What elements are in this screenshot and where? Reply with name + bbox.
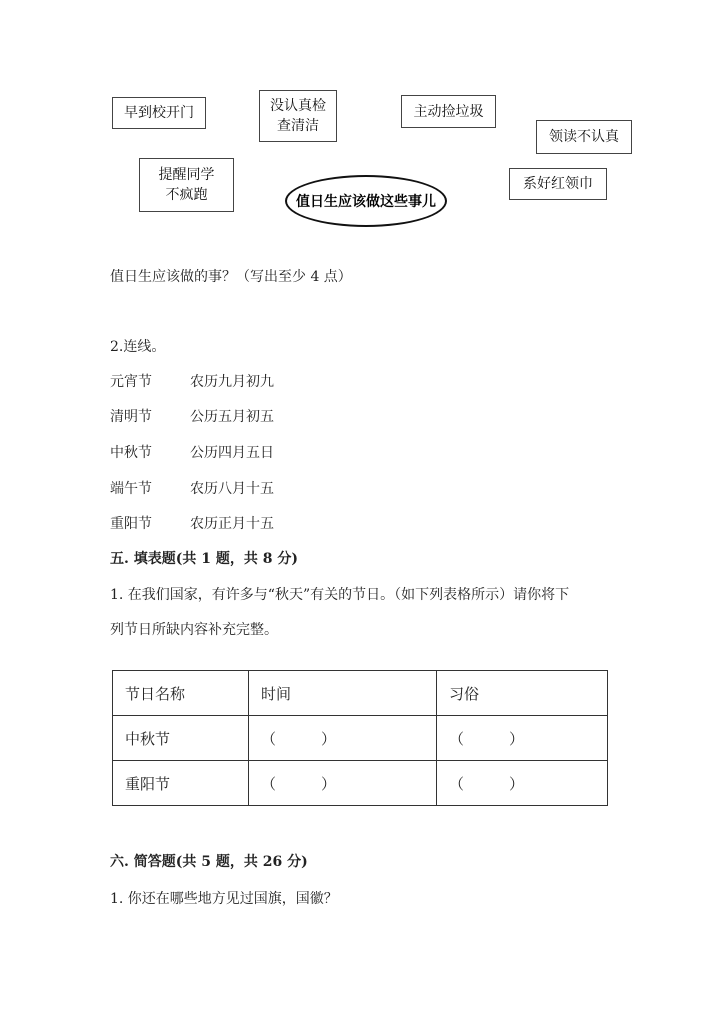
table-header: 节日名称 [113, 671, 249, 716]
section5-q1-line1: 1. 在我们国家，有许多与“秋天”有关的节日。（如下列表格所示）请你将下 [110, 587, 570, 603]
table-cell-blank[interactable]: （ ） [437, 716, 608, 761]
match-left-item: 清明节 [110, 409, 152, 425]
box-remind-line1: 提醒同学 [158, 167, 215, 183]
table-header: 习俗 [437, 671, 608, 716]
match-right-item: 农历正月十五 [190, 516, 274, 532]
box-check-line1: 没认真检 [270, 98, 326, 114]
section5-heading: 五. 填表题(共 1 题，共 8 分) [110, 551, 298, 567]
box-reading: 领读不认真 [536, 120, 632, 154]
table-cell: 中秋节 [113, 716, 249, 761]
table-header-row [113, 671, 608, 716]
box-pickup: 主动捡垃圾 [401, 95, 496, 128]
match-right-item: 公历四月五日 [190, 445, 274, 461]
table-cell: 重阳节 [113, 761, 249, 806]
box-remind-line2: 不疯跑 [165, 187, 208, 203]
box-early-open: 早到校开门 [112, 97, 206, 129]
mindmap-center: 值日生应该做这些事儿 [285, 175, 447, 227]
section6-heading: 六. 简答题(共 5 题，共 26 分) [110, 854, 308, 870]
table-row [113, 716, 608, 761]
match-left-item: 端午节 [110, 481, 152, 497]
match-right-item: 公历五月初五 [190, 409, 274, 425]
table-cell-blank[interactable]: （ ） [437, 761, 608, 806]
q2-title: 2.连线。 [110, 339, 166, 355]
match-left-item: 中秋节 [110, 445, 152, 461]
box-check-line2: 查清洁 [277, 118, 319, 134]
match-left-item: 元宵节 [110, 374, 152, 390]
box-scarf: 系好红领巾 [509, 168, 607, 200]
box-remind [139, 158, 234, 212]
match-right-item: 农历九月初九 [190, 374, 274, 390]
table-cell-blank[interactable]: （ ） [249, 761, 437, 806]
question-duty: 值日生应该做的事？（写出至少 4 点） [110, 269, 352, 285]
festival-table [112, 670, 608, 806]
table-row [113, 761, 608, 806]
table-header: 时间 [249, 671, 437, 716]
match-right-item: 农历八月十五 [190, 481, 274, 497]
section6-q1: 1. 你还在哪些地方见过国旗，国徽？ [110, 891, 338, 907]
section5-q1-line2: 列节日所缺内容补充完整。 [110, 622, 278, 638]
match-left-item: 重阳节 [110, 516, 152, 532]
table-cell-blank[interactable]: （ ） [249, 716, 437, 761]
box-check-clean [259, 90, 337, 142]
